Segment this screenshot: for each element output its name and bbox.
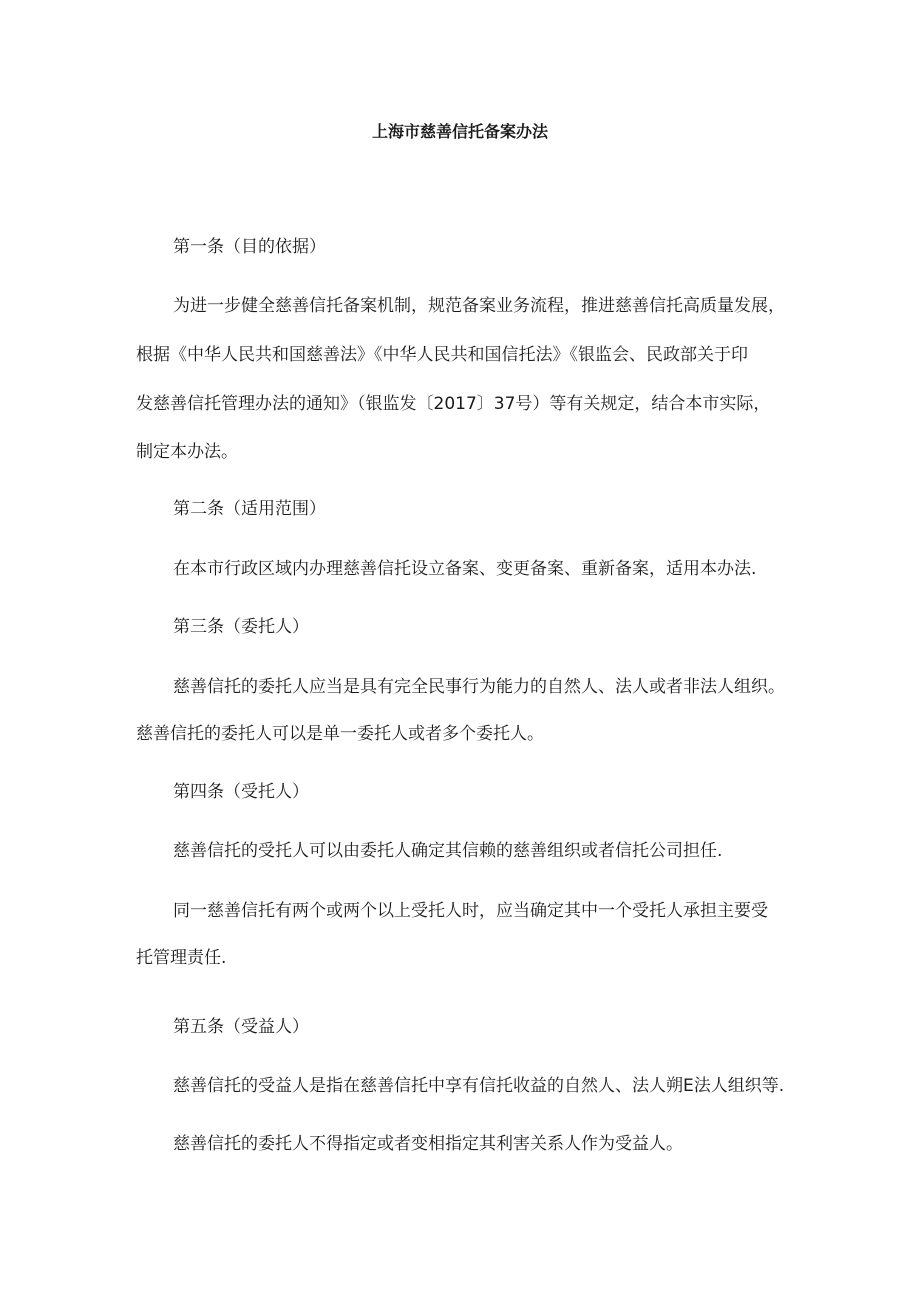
article-4-para-2-line-2: 托管理责任. (136, 948, 227, 968)
article-2-text-line-1: 在本市行政区域内办理慈善信托设立备案、变更备案、重新备案，适用本办法. (173, 559, 757, 579)
article-1-text-line-2: 根据《中华人民共和国慈善法》《中华人民共和国信托法》《银监会、民政部关于印 (136, 345, 748, 365)
article-2-heading: 第二条（适用范围） (173, 499, 326, 519)
article-1-text-line-1: 为进一步健全慈善信托备案机制，规范备案业务流程，推进慈善信托高质量发展， (173, 296, 785, 316)
article-5-heading: 第五条（受益人） (173, 1017, 309, 1037)
article-4-heading: 第四条（受托人） (173, 782, 309, 802)
article-3-text-line-2: 慈善信托的委托人可以是单一委托人或者多个委托人。 (136, 724, 544, 744)
document-title: 上海市慈善信托备案办法 (371, 122, 548, 141)
article-3-heading: 第三条（委托人） (173, 617, 309, 637)
article-1-heading: 第一条（目的依据） (173, 237, 326, 257)
article-5-para-2-line-1: 慈善信托的委托人不得指定或者变相指定其利害关系人作为受益人。 (173, 1134, 683, 1154)
article-4-text-line-1: 慈善信托的受托人可以由委托人确定其信赖的慈善组织或者信托公司担任. (173, 841, 723, 861)
article-3-text-line-1: 慈善信托的委托人应当是具有完全民事行为能力的自然人、法人或者非法人组织。 (173, 677, 785, 697)
article-5-text-line-1: 慈善信托的受益人是指在慈善信托中享有信托收益的自然人、法人朔E法人组织等. (173, 1076, 785, 1096)
article-1-text-line-3: 发慈善信托管理办法的通知》（银监发〔2017〕37号）等有关规定，结合本市实际， (136, 394, 771, 414)
article-4-para-2-line-1: 同一慈善信托有两个或两个以上受托人时，应当确定其中一个受托人承担主要受 (173, 901, 768, 921)
article-1-text-line-4: 制定本办法。 (136, 442, 238, 462)
